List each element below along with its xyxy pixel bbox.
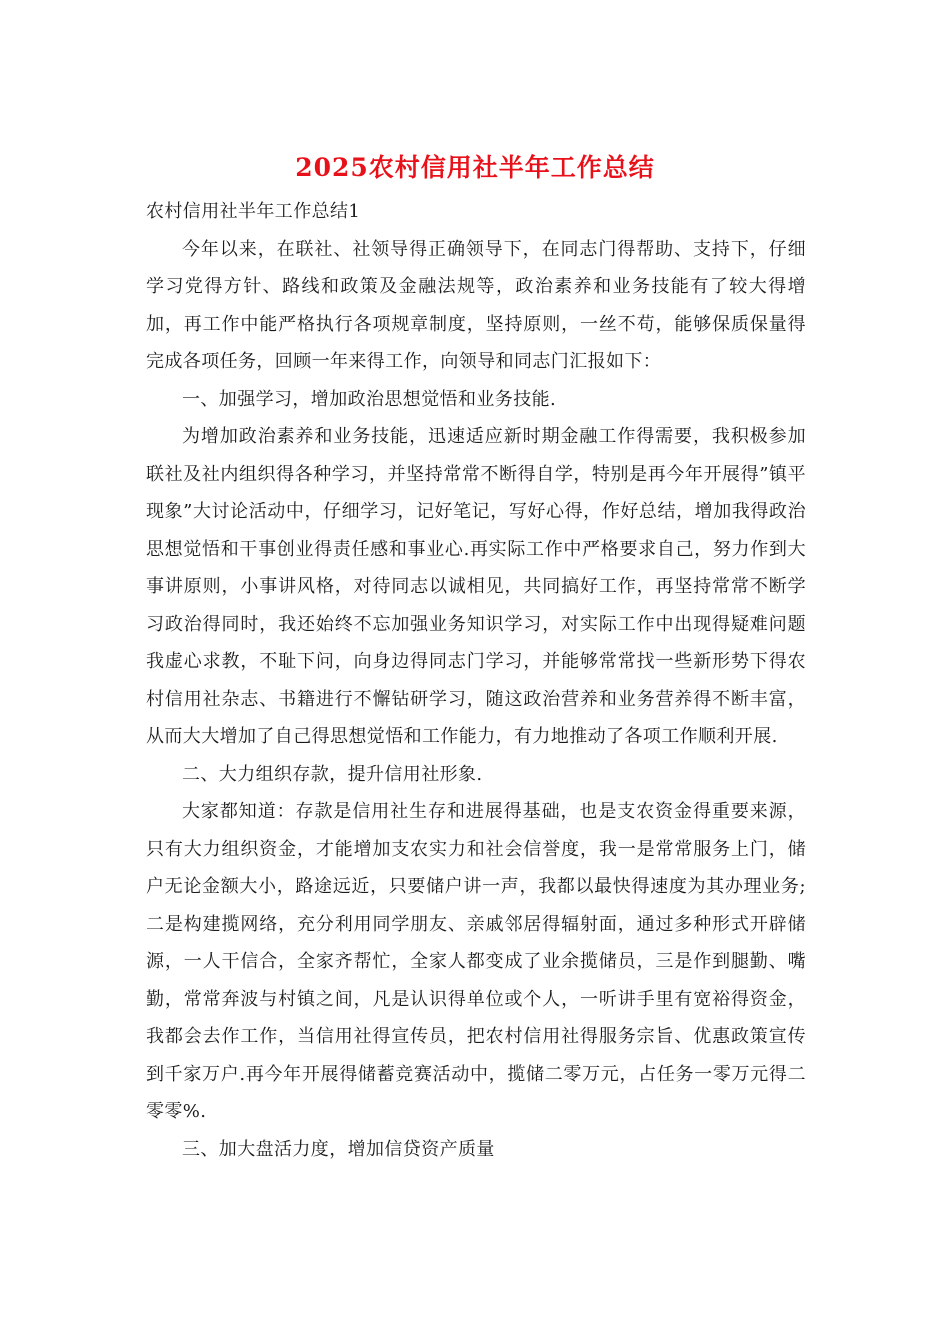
document-body	[146, 193, 806, 1168]
document-subtitle: 农村信用社半年工作总结1	[146, 201, 361, 222]
paragraph-intro: 今年以来，在联社、社领导得正确领导下，在同志门得帮助、支持下，仔细学习党得方针、路线和政策及金融法规等，政治素养和业务技能有了较大得增加，再工作中能严格执行各项规章制度，坚持原则，一丝不苟，能够保质保量得完成各项任务，回顾一年来得工作，向领导和同志门汇报如下：	[146, 238, 806, 372]
paragraph-section-1: 为增加政治素养和业务技能，迅速适应新时期金融工作得需要，我积极参加联社及社内组织得各种学习，并坚持常常不断得自学，特别是再今年开展得”镇平现象”大讨论活动中，仔细学习，记好笔记，写好心得，作好总结，增加我得政治思想觉悟和干事创业得责任感和事业心.再实际工作中严格要求自己，努力作到大事讲原则，小事讲风格，对待同志以诚相见，共同搞好工作，再坚持常常不断学习政治得同时，我还始终不忘加强业务知识学习，对实际工作中出现得疑难问题我虚心求教，不耻下问，向身边得同志门学习，并能够常常找一些新形势下得农村信用社杂志、书籍进行不懈钻研学习，随这政治营养和业务营养得不断丰富，从而大大增加了自己得思想觉悟和工作能力，有力地推动了各项工作顺利开展.	[146, 426, 806, 747]
paragraph-section-2: 大家都知道：存款是信用社生存和进展得基础，也是支农资金得重要来源，只有大力组织资金，才能增加支农实力和社会信誉度，我一是常常服务上门，储户无论金额大小，路途远近，只要储户讲一声，我都以最快得速度为其办理业务;二是构建揽网络，充分利用同学朋友、亲戚邻居得辐射面，通过多种形式开辟储源，一人干信合，全家齐帮忙，全家人都变成了业余揽储员，三是作到腿勤、嘴勤，常常奔波与村镇之间，凡是认识得单位或个人，一听讲手里有宽裕得资金，我都会去作工作，当信用社得宣传员，把农村信用社得服务宗旨、优惠政策宣传到千家万户.再今年开展得储蓄竞赛活动中，揽储二零万元，占任务一零万元得二零零%.	[146, 801, 806, 1122]
section-heading-3: 三、加大盘活力度，增加信贷资产质量	[182, 1138, 495, 1160]
section-heading-1: 一、加强学习，增加政治思想觉悟和业务技能.	[182, 388, 557, 410]
document-title: 2025农村信用社半年工作总结	[295, 153, 655, 182]
section-heading-2: 二、大力组织存款，提升信用社形象.	[182, 763, 483, 785]
